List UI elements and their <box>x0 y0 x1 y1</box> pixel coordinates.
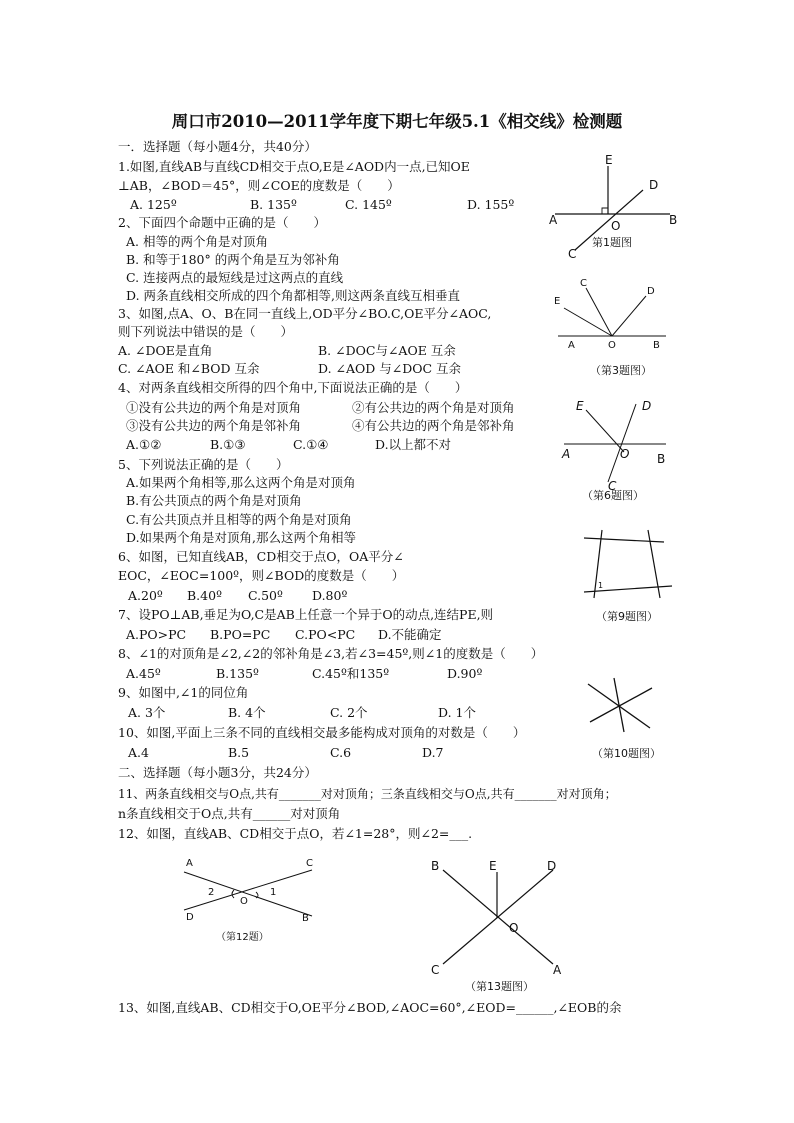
q10-option-d: D.7 <box>422 745 444 760</box>
fig13-label-e: E <box>489 859 497 873</box>
q7-option-b: B.PO=PC <box>210 627 271 642</box>
q2-option-d: D. 两条直线相交所成的四个角都相等,则这两条直线互相垂直 <box>126 288 460 303</box>
q6-option-a: A.20º <box>128 588 163 603</box>
q7-option-c: C.PO<PC <box>295 627 356 642</box>
q12-stem: 12、如图，直线AB、CD相交于点O，若∠1=28°，则∠2=___. <box>118 826 473 841</box>
q4-option-b: B.①③ <box>210 437 246 452</box>
fig6-label-c: C <box>608 479 617 493</box>
fig12-label-c: C <box>306 858 313 869</box>
q3-stem-2: 则下列说法中错误的是（ ） <box>118 324 294 339</box>
q8-stem: 8、∠1的对顶角是∠2,∠2的邻补角是∠3,若∠3=45º,则∠1的度数是（ ） <box>118 646 544 661</box>
q13-stem: 13、如图,直线AB、CD相交于O,OE平分∠BOD,∠AOC=60°,∠EOD=______,∠EOB的余 <box>118 1000 622 1015</box>
q3-option-c: C. ∠AOE 和∠BOD 互余 <box>118 361 260 376</box>
figure-12 <box>178 852 328 948</box>
q4-sub-1: ①没有公共边的两个角是对顶角 <box>126 400 302 415</box>
q1-option-b: B. 135º <box>250 197 297 212</box>
q4-sub-3: ③没有公共边的两个角是邻补角 <box>126 418 302 433</box>
fig1-label-a: A <box>549 213 558 227</box>
fig1-label-e: E <box>605 153 613 167</box>
q7-option-d: D.不能确定 <box>378 627 442 642</box>
q7-option-a: A.PO>PC <box>126 627 187 642</box>
q5-option-c: C.有公共顶点并且相等的两个角是对顶角 <box>126 512 352 527</box>
fig1-label-o: O <box>611 219 621 233</box>
q8-option-a: A.45º <box>126 666 161 681</box>
figure-6 <box>556 394 678 506</box>
q4-stem: 4、对两条直线相交所得的四个角中,下面说法正确的是（ ） <box>118 380 468 395</box>
q10-option-b: B.5 <box>228 745 250 760</box>
q4-option-c: C.①④ <box>293 437 329 452</box>
q6-option-b: B.40º <box>187 588 222 603</box>
q4-sub-2: ②有公共边的两个角是对顶角 <box>352 400 515 415</box>
fig3-label-e: E <box>554 296 561 307</box>
fig13-label-b: B <box>431 859 440 873</box>
fig6-label-o: O <box>620 447 630 461</box>
figure-9 <box>580 526 680 628</box>
q9-option-b: B. 4个 <box>228 705 266 720</box>
q7-stem: 7、设PO⊥AB,垂足为O,C是AB上任意一个异于O的动点,连结PE,则 <box>118 607 494 622</box>
fig1-label-c: C <box>568 247 577 261</box>
q5-option-d: D.如果两个角是对顶角,那么这两个角相等 <box>126 530 357 545</box>
fig3-label-o: O <box>608 340 616 351</box>
section2-heading: 二、选择题（每小题3分，共24分） <box>118 765 317 780</box>
fig13-label-a: A <box>553 963 562 977</box>
q4-sub-4: ④有公共边的两个角是邻补角 <box>352 418 515 433</box>
fig3-label-b: B <box>653 340 660 351</box>
fig13-label-d: D <box>547 859 557 873</box>
q5-option-a: A.如果两个角相等,那么这两个角是对顶角 <box>126 475 356 490</box>
q1-option-a: A. 125º <box>130 197 177 212</box>
q3-option-b: B. ∠DOC与∠AOE 互余 <box>318 343 456 358</box>
q6-stem-2: EOC，∠EOC=100º，则∠BOD的度数是（ ） <box>118 568 405 583</box>
q1-stem-2: ⊥AB，∠BOD＝45°，则∠COE的度数是（ ） <box>118 178 400 193</box>
fig6-label-e: E <box>576 399 584 413</box>
q3-stem-1: 3、如图,点A、O、B在同一直线上,OD平分∠BO.C,OE平分∠AOC, <box>118 306 492 321</box>
figure-3 <box>548 274 668 382</box>
figure-1 <box>545 150 685 262</box>
fig13-label-c: C <box>431 963 440 977</box>
q11-line-2: n条直线相交于O点,共有______对对顶角 <box>118 806 341 821</box>
fig3-label-a: A <box>568 340 575 351</box>
fig13-caption: （第13题图） <box>465 980 534 993</box>
q3-option-d: D. ∠AOD 与∠DOC 互余 <box>318 361 462 376</box>
q11-line-1: 11、两条直线相交与O点,共有_______对对顶角；三条直线相交与O点,共有_______对对顶角； <box>118 787 617 801</box>
q8-option-c: C.45º和135º <box>312 666 390 681</box>
fig12-label-a: A <box>186 858 193 869</box>
q8-option-b: B.135º <box>216 666 259 681</box>
figure-13 <box>425 852 575 998</box>
fig10-caption: （第10题图） <box>592 747 661 760</box>
q2-option-a: A. 相等的两个角是对顶角 <box>126 234 268 249</box>
figure-10 <box>580 670 680 762</box>
q9-option-c: C. 2个 <box>330 705 368 720</box>
q4-option-d: D.以上都不对 <box>375 437 452 452</box>
q6-stem-1: 6、如图，已知直线AB，CD相交于点O，OA平分∠ <box>118 549 404 564</box>
fig12-label-o: O <box>240 896 248 907</box>
q8-option-d: D.90º <box>447 666 483 681</box>
fig12-label-d: D <box>186 912 194 923</box>
section1-heading: 一．选择题（每小题4分，共40分） <box>118 139 317 154</box>
fig6-label-b: B <box>657 452 666 466</box>
q2-option-b: B. 和等于180° 的两个角是互为邻补角 <box>126 252 340 267</box>
q3-option-a: A. ∠DOE是直角 <box>118 343 213 358</box>
q2-stem: 2、下面四个命题中正确的是（ ） <box>118 215 326 230</box>
fig6-caption: （第6题图） <box>582 489 644 502</box>
q10-option-a: A.4 <box>128 745 149 760</box>
q1-stem-1: 1.如图,直线AB与直线CD相交于点O,E是∠AOD内一点,已知OE <box>118 159 470 174</box>
q4-option-a: A.①② <box>126 437 162 452</box>
fig1-label-d: D <box>649 178 659 192</box>
fig13-label-o: O <box>509 921 519 935</box>
q9-option-a: A. 3个 <box>128 705 166 720</box>
q5-stem: 5、下列说法正确的是（ ） <box>118 457 289 472</box>
q9-option-d: D. 1个 <box>438 705 476 720</box>
fig9-label-1: 1 <box>598 581 604 590</box>
fig3-caption: （第3题图） <box>590 364 652 377</box>
q1-option-d: D. 155º <box>467 197 515 212</box>
q5-option-b: B.有公共顶点的两个角是对顶角 <box>126 493 302 508</box>
q1-option-c: C. 145º <box>345 197 392 212</box>
fig3-label-c: C <box>580 278 587 289</box>
fig6-label-d: D <box>642 399 652 413</box>
fig6-label-a: A <box>562 447 571 461</box>
fig3-label-d: D <box>647 286 655 297</box>
q9-stem: 9、如图中,∠1的同位角 <box>118 685 249 700</box>
q6-option-d: D.80º <box>312 588 348 603</box>
q2-option-c: C. 连接两点的最短线是过这两点的直线 <box>126 270 344 285</box>
q10-option-c: C.6 <box>330 745 352 760</box>
fig1-label-b: B <box>669 213 678 227</box>
fig12-label-1: 1 <box>270 887 277 898</box>
q10-stem: 10、如图,平面上三条不同的直线相交最多能构成对顶角的对数是（ ） <box>118 725 526 740</box>
fig12-label-b: B <box>302 913 309 924</box>
fig1-caption: 第1题图 <box>592 236 632 249</box>
fig12-label-2: 2 <box>208 887 215 898</box>
fig12-caption: （第12题） <box>216 932 269 943</box>
fig9-caption: （第9题图） <box>596 610 658 623</box>
page-title: 周口市2010—2011学年度下期七年级5.1《相交线》检测题 <box>171 112 623 131</box>
q6-option-c: C.50º <box>248 588 283 603</box>
